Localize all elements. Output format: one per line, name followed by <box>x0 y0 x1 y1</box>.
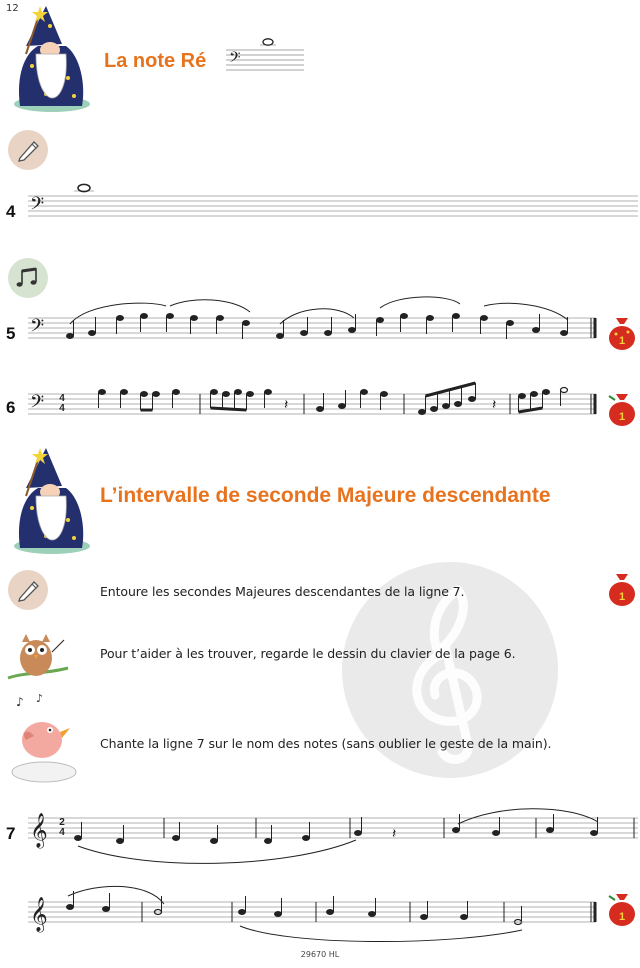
time-sig-top: 2 <box>59 817 65 828</box>
svg-text:1: 1 <box>618 911 626 923</box>
section-title-interval: L’intervalle de seconde Majeure descendante <box>100 484 551 507</box>
svg-text:𝄢: 𝄢 <box>30 316 45 341</box>
svg-text:𝄢: 𝄢 <box>229 49 241 70</box>
pencil-icon <box>8 570 48 610</box>
owl-illustration <box>6 622 70 686</box>
footer-code: 29670 HL <box>300 950 340 959</box>
money-bag-icon <box>606 388 638 428</box>
svg-text:𝄞: 𝄞 <box>30 813 48 848</box>
svg-text:♪: ♪ <box>36 692 44 705</box>
line-4-staff <box>28 180 640 220</box>
svg-text:♪: ♪ <box>16 695 24 709</box>
money-bag-icon <box>606 312 638 352</box>
line-6-number: 6 <box>6 398 16 417</box>
time-sig-bottom: 4 <box>59 827 65 838</box>
page-number: 12 <box>6 3 19 14</box>
svg-text:1: 1 <box>618 411 626 423</box>
line-7-staff <box>28 800 640 872</box>
time-sig-top: 4 <box>59 393 65 404</box>
svg-text:𝄽: 𝄽 <box>392 826 397 842</box>
money-bag-icon <box>606 888 638 928</box>
line-5-staff <box>28 300 600 350</box>
svg-text:𝄞: 𝄞 <box>30 897 48 932</box>
line-8-staff <box>28 876 600 948</box>
pencil-icon <box>8 130 48 170</box>
line-6-time-signature <box>56 394 68 414</box>
svg-text:𝄢: 𝄢 <box>30 392 45 417</box>
title-staff <box>226 38 306 78</box>
wizard-illustration <box>6 448 92 556</box>
time-sig-bottom: 4 <box>59 403 65 414</box>
line-7-number: 7 <box>6 824 16 843</box>
line-4-number: 4 <box>6 202 16 221</box>
line-5-number: 5 <box>6 324 16 343</box>
svg-text:1: 1 <box>618 591 626 603</box>
singing-bird-illustration <box>6 692 86 784</box>
instruction-3: Chante la ligne 7 sur le nom des notes (sans oublier le geste de la main). <box>100 736 552 751</box>
eighth-notes-icon <box>8 258 48 298</box>
money-bag-icon <box>606 568 638 608</box>
line-7-time-signature <box>56 818 68 838</box>
svg-text:1: 1 <box>618 335 626 347</box>
svg-text:𝄽: 𝄽 <box>284 397 289 413</box>
line-6-staff <box>28 376 600 426</box>
wizard-illustration <box>6 6 92 114</box>
instruction-1: Entoure les secondes Majeures descendantes de la ligne 7. <box>100 584 465 599</box>
svg-text:𝄽: 𝄽 <box>492 397 497 413</box>
svg-text:𝄢: 𝄢 <box>30 194 45 219</box>
section-title-note-re: La note Ré <box>104 50 207 72</box>
instruction-2: Pour t’aider à les trouver, regarde le dessin du clavier de la page 6. <box>100 646 516 661</box>
